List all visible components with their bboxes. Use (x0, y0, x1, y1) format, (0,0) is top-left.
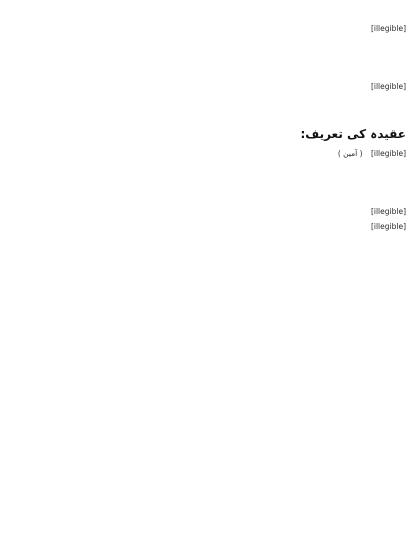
paragraph-definition-text: [illegible] (370, 149, 406, 158)
section-heading: عقیدہ کی تعریف: (300, 127, 406, 141)
amen-text: ( آمین ) (337, 149, 363, 158)
paragraph-intro: [illegible] (370, 24, 406, 33)
document-page (14, 22, 406, 233)
date-line: [illegible] (370, 222, 406, 231)
paragraph-second: [illegible] (370, 82, 406, 91)
author-line: [illegible] (370, 207, 406, 216)
paragraph-definition (14, 147, 406, 199)
